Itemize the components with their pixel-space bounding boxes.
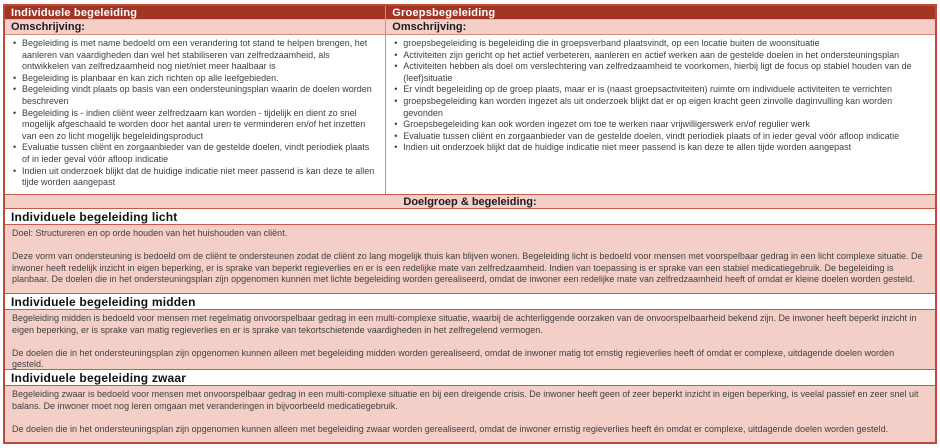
bullet-item: • groepsbegeleiding kan worden ingezet als uit onderzoek blijkt dat er op eigen kracht geen zinvolle daginvulling kan worden gevonden <box>393 96 927 119</box>
bullet-item: • Er vindt begeleiding op de groep plaats, maar er is (naast groepsactiviteiten) ruimte om individuele activiteiten te verrichten <box>393 84 927 96</box>
bullet-item: • groepsbegeleiding is begeleiding die in groepsverband plaatsvindt, op een locatie buiten de woonsituatie <box>393 38 927 50</box>
section-title-zwaar: Individuele begeleiding zwaar <box>5 370 935 386</box>
bullet-item: • Activiteiten zijn gericht op het actief verbeteren, aanleren en actief werken aan de gestelde doelen in het ondersteuningsplan <box>393 50 927 62</box>
bullet-item: • Begeleiding is met name bedoeld om een verandering tot stand te helpen brengen, het aanleren van vaardigheden dan wel het stabiliseren van zelfredzaamheid, als ontwikkelen van zelfredzaamheid nog niet/niet meer haalbaar is <box>12 38 377 73</box>
section-title-midden: Individuele begeleiding midden <box>5 294 935 310</box>
bullet-item: • Evaluatie tussen cliënt en zorgaanbieder van de gestelde doelen, vindt periodiek plaats of in ieder geval vóór afloop indicatie <box>393 131 927 143</box>
section-paragraph: Doel: Structureren en op orde houden van het huishouden van cliënt. <box>12 228 288 239</box>
section-paragraph: Deze vorm van ondersteuning is bedoeld om de cliënt te ondersteunen zodat de cliënt zo lang mogelijk thuis kan blijven wonen. Begeleiding licht is bedoeld voor mensen met voorspelbaar gedrag in een licht complexe situatie. De inwoner heeft redelijk inzicht in eigen beperking, er is sprake van beperkt regieverlies en er is een redelijke mate van zelfredzaamheid. Indien van toepassing is er sprake van een stabiel medicatiegebruik. De begeleiding is planbaar. De doelen die in het ondersteuningsplan zijn opgenomen kunnen met lichte begeleiding worden gerealiseerd, omdat de inwoner een redelijke mate van zelfredzaamheid heeft of omdat er kleine doelen worden gesteld. <box>12 251 923 285</box>
bullet-item: • Groepsbegeleiding kan ook worden ingezet om toe te werken naar vrijwilligerswerk en/of regulier werk <box>393 119 927 131</box>
section-paragraph: De doelen die in het ondersteuningsplan zijn opgenomen kunnen alleen met begeleiding zwaar worden gerealiseerd, omdat de inwoner ernstig regieverlies heeft én omdat er complexe, uitdagende doelen worden gesteld. <box>12 423 889 434</box>
groepsbegeleiding-bullets <box>386 35 935 194</box>
bullet-item: • Evaluatie tussen cliënt en zorgaanbieder van de gestelde doelen, vindt periodiek plaats of in ieder geval vóór afloop indicatie <box>12 142 377 165</box>
bullet-item: • Indien uit onderzoek blijkt dat de huidige indicatie niet meer passend is kan deze te allen tijde worden aangepast <box>393 142 927 154</box>
section-body-midden <box>5 310 935 370</box>
section-paragraph: De doelen die in het ondersteuningsplan zijn opgenomen kunnen alleen met begeleiding midden worden gerealiseerd, omdat de inwoner matig tot ernstig regieverlies heeft óf omdat er complexe, uitdagende doelen worden gesteld. <box>12 347 895 370</box>
individuele-begeleiding-bullets <box>5 35 386 194</box>
section-body-zwaar <box>5 386 935 442</box>
section-paragraph: Begeleiding zwaar is bedoeld voor mensen met onvoorspelbaar gedrag in een multi-complexe situatie en bij een dreigende crisis. De inwoner heeft geen of zeer beperkt inzicht in eigen beperking, is veelal passief en zeer snel uit balans. De inwoner moet nog leren omgaan met veranderingen in bijvoorbeeld medicatiegebruik. <box>12 389 919 412</box>
bullet-item: • Begeleiding is - indien cliënt weer zelfredzaam kan worden - tijdelijk en dient zo snel mogelijk afgeschaald te worden door het aantal uren te verminderen en/of het inzetten van een zo licht mogelijk begeleidingsproduct <box>12 108 377 143</box>
bullet-list <box>393 38 927 154</box>
doelgroep-section-header: Doelgroep & begeleiding: <box>5 194 935 209</box>
section-body-licht <box>5 225 935 294</box>
bullet-list <box>12 38 377 189</box>
section-title-licht: Individuele begeleiding licht <box>5 209 935 225</box>
bullet-item: • Indien uit onderzoek blijkt dat de huidige indicatie niet meer passend is kan deze te allen tijde worden aangepast <box>12 166 377 189</box>
begeleiding-table <box>3 4 937 444</box>
section-paragraph: Begeleiding midden is bedoeld voor mensen met regelmatig onvoorspelbaar gedrag in een multi-complexe situatie, waarbij de achterliggende oorzaken van de onvoorspelbaarheid bekend zijn. De inwoner heeft beperkt inzicht in eigen beperking, er is sprake van matig regieverlies en er is sprake van tekortschietende vaardigheden in het zelfregelend vermogen. <box>12 313 917 336</box>
omschrijving-label-groeps: Omschrijving: <box>386 20 935 35</box>
column-header-individuele-begeleiding: Individuele begeleiding <box>5 6 386 20</box>
omschrijving-label-individueel: Omschrijving: <box>5 20 386 35</box>
bullet-item: • Activiteiten hebben als doel om verslechtering van zelfredzaamheid te voorkomen, hierbij ligt de focus op stabiel houden van de (leef)situatie <box>393 61 927 84</box>
bullet-item: • Begeleiding is planbaar en kan zich richten op alle leefgebieden. <box>12 73 377 85</box>
bullet-item: • Begeleiding vindt plaats op basis van een ondersteuningsplan waarin de doelen worden beschreven <box>12 84 377 107</box>
column-header-groepsbegeleiding: Groepsbegeleiding <box>386 6 935 20</box>
description-columns <box>5 6 935 194</box>
